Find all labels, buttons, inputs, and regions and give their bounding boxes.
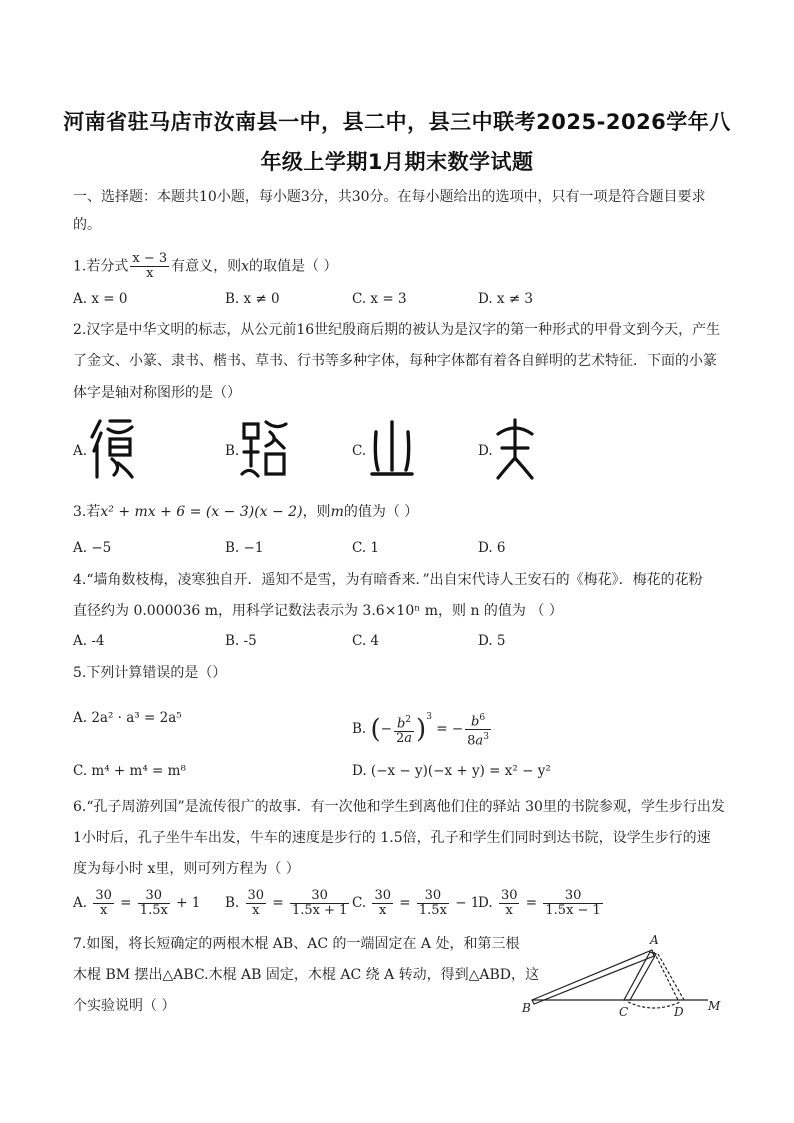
q1-option-c[interactable]: C. x = 3 (352, 291, 407, 307)
q1-option-a[interactable]: A. x = 0 (73, 291, 128, 307)
question-6-stem: 6.“孔子周游列国”是流传很广的故事．有一次他和学生到离他们住的驿站 30里的书院参观，学生步行出发 (73, 799, 725, 815)
q1-text-end: 的取值是（ ） (249, 258, 338, 275)
q3-text: ，则 (302, 504, 331, 520)
q2-option-d[interactable]: D. (478, 443, 493, 459)
q4-option-b[interactable]: B. -5 (225, 633, 257, 649)
q1-prefix: 1.若分式 (73, 258, 129, 275)
q6-d-d1: x (505, 903, 513, 918)
question-6-stem-cont: 1小时后，孔子坐牛车出发，牛车的速度是步行的 1.5倍，孔子和学生们同时到达书院，设学生步行的速 (73, 830, 711, 846)
q5-option-b[interactable]: B. (− $\frac{b^2}{2a}$ )$^3$ = − $\frac{b^6}{8a^3}$ (352, 712, 489, 749)
fig-label-d: D (674, 1005, 684, 1019)
q5-option-d[interactable]: D. (−x − y)(−x + y) = x² − y² (352, 763, 551, 779)
q6-c-n1: 30 (374, 888, 391, 903)
q4-option-d[interactable]: D. 5 (478, 633, 506, 649)
q1-denominator: x (146, 266, 154, 281)
q4-option-c[interactable]: C. 4 (352, 633, 380, 649)
q6-c-d1: x (379, 903, 387, 918)
fig-label-a: A (650, 933, 659, 947)
question-2-stem-end: 体字是轴对称图形的是（） (73, 385, 241, 401)
q2-option-a[interactable]: A. (73, 443, 88, 459)
q6-a-d2: 1.5x (139, 903, 168, 918)
seal-glyph-d-image (492, 418, 538, 480)
q3-equation: x² + mx + 6 = (x − 3)(x − 2) (100, 504, 303, 520)
question-4-stem: 4.“墙角数枝梅，凌寒独自开．遥知不是雪，为有暗香来．”出自宋代诗人王安石的《梅花》．梅花的花粉 (73, 572, 703, 588)
q6-option-a[interactable]: A. $\frac{30}{x}$ = $\frac{30}{1.5x}$ + 1 (73, 888, 201, 918)
question-2-stem: 2.汉字是中华文明的标志，从公元前16世纪殷商后期的被认为是汉字的第一种形式的甲骨文到今天，产生 (73, 322, 721, 338)
question-1-stem (73, 252, 337, 281)
q6-option-b[interactable]: B. $\frac{30}{x}$ = $\frac{30}{1.5x + 1}$ (225, 888, 348, 918)
seal-glyph-b-image (240, 418, 288, 480)
fig-label-c: C (619, 1005, 629, 1019)
question-7-stem: 7.如图，将长短确定的两根木棍 AB、AC 的一端固定在 A 处，和第三根 (73, 936, 520, 952)
q6-a-label: A. (73, 895, 88, 911)
q5-option-c[interactable]: C. m⁴ + m⁴ = m⁸ (73, 763, 186, 779)
q2-option-c[interactable]: C. (352, 443, 367, 459)
question-7-stem-cont: 木棍 BM 摆出△ABC.木棍 AB 固定，木棍 AC 绕 A 转动，得到△ABD，这 (73, 967, 540, 983)
question-6-stem-end: 度为每小时 x里，则可列方程为（ ） (73, 861, 300, 877)
seal-glyph-a-image (88, 415, 136, 481)
q6-a-d1: x (99, 903, 108, 918)
q6-b-n2: 30 (290, 889, 349, 904)
q6-d-n1: 30 (500, 888, 518, 903)
q6-b-label: B. (225, 895, 240, 911)
q2-option-b[interactable]: B. (225, 443, 240, 459)
q6-a-n2: 30 (138, 889, 170, 904)
q3-variable: m (330, 504, 344, 520)
seal-glyph-c-image (370, 418, 414, 480)
question-7-stem-end: 个实验说明（ ） (73, 998, 176, 1014)
q6-a-tail: + 1 (176, 895, 201, 911)
q1-numerator: x − 3 (132, 251, 168, 266)
q6-c-d2: 1.5x (418, 903, 447, 918)
q6-c-n2: 30 (417, 889, 449, 904)
q3-option-d[interactable]: D. 6 (478, 540, 506, 556)
q5-option-b-label: B. (352, 721, 367, 737)
q3-option-b[interactable]: B. −1 (225, 540, 264, 556)
q6-d-n2: 30 (543, 889, 602, 904)
q6-d-label: D. (478, 895, 493, 911)
q6-b-n1: 30 (247, 888, 265, 903)
q1-text: 有意义，则 (171, 258, 242, 275)
q6-option-d[interactable]: D. $\frac{30}{x}$ = $\frac{30}{1.5x - 1}$ (478, 888, 601, 918)
q3-prefix: 3.若 (73, 504, 101, 520)
question-3-stem (73, 502, 418, 522)
q6-c-tail: − 1 (455, 895, 480, 911)
exam-title-line1: 河南省驻马店市汝南县一中，县二中，县三中联考2025-2026学年八 (63, 110, 731, 134)
q6-a-n1: 30 (95, 888, 112, 903)
q6-b-d2: 1.5x + 1 (291, 903, 348, 918)
q6-b-d1: x (252, 903, 260, 918)
q4-option-a[interactable]: A. -4 (73, 633, 105, 649)
q1-option-d[interactable]: D. x ≠ 3 (478, 291, 534, 307)
q3-text-end: 的值为（ ） (343, 504, 419, 520)
question-2-stem-cont: 了金文、小篆、隶书、楷书、草书、行书等多种字体，每种字体都有着各自鲜明的艺术特征．下面的小篆 (73, 353, 717, 369)
q6-c-label: C. (352, 895, 367, 911)
question-4-stem-cont: 直径约为 0.000036 m，用科学记数法表示为 3.6×10ⁿ m，则 n 的值为 （ ） (73, 603, 563, 619)
section1-instructions: 一、选择题：本题共10小题，每小题3分，共30分。在每小题给出的选项中，只有一项是符合题目要求 (73, 189, 706, 205)
exam-title-line2: 年级上学期1月期末数学试题 (260, 150, 534, 174)
question-5-stem: 5.下列计算错误的是（） (73, 665, 227, 681)
q3-option-a[interactable]: A. −5 (73, 540, 112, 556)
q1-option-b[interactable]: B. x ≠ 0 (225, 291, 280, 307)
q1-fraction (130, 252, 169, 281)
q7-triangle-figure (518, 930, 728, 1020)
q5-option-a[interactable]: A. 2a² · a³ = 2a⁵ (73, 710, 182, 726)
q6-d-d2: 1.5x − 1 (545, 903, 601, 918)
q6-option-c[interactable]: C. $\frac{30}{x}$ = $\frac{30}{1.5x}$ − 1 (352, 888, 480, 918)
q1-variable: x (241, 258, 250, 275)
section1-instructions-cont: 的。 (73, 217, 101, 233)
q3-option-c[interactable]: C. 1 (352, 540, 380, 556)
fig-label-b: B (522, 1001, 531, 1015)
fig-label-m: M (708, 999, 721, 1013)
